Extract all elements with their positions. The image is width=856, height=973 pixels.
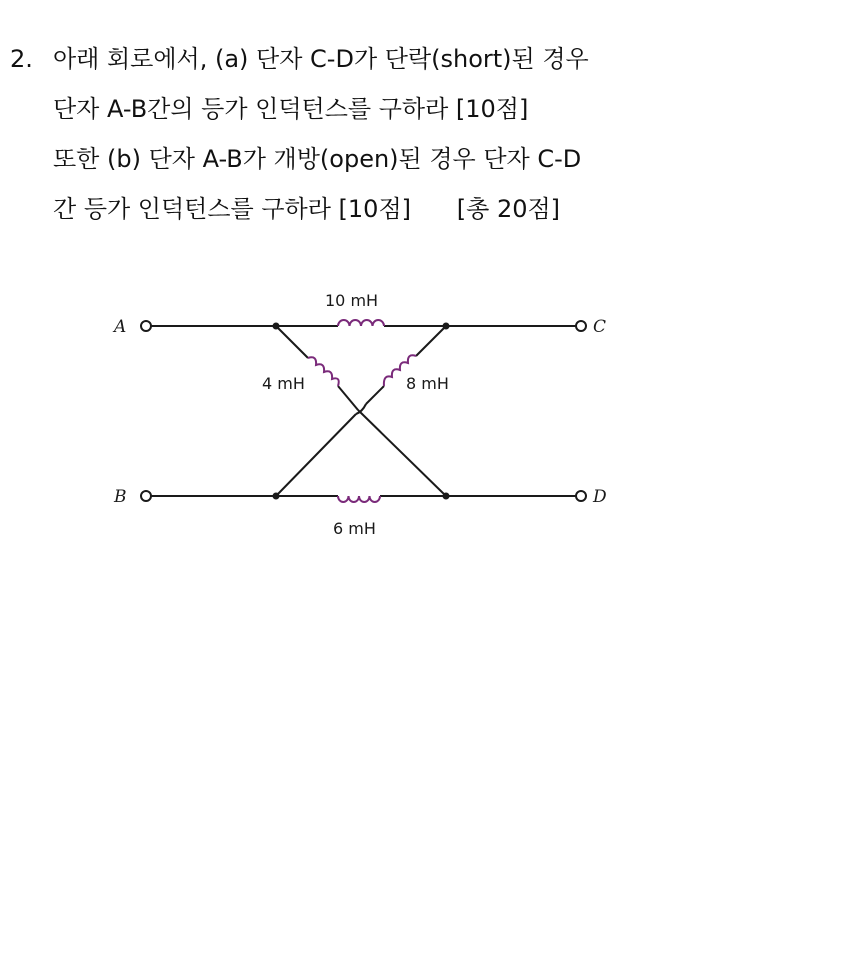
terminal-d-circle — [576, 491, 586, 501]
inductor-6mh-label: 6 mH — [333, 519, 376, 538]
node-top-right — [443, 323, 450, 330]
terminal-b-circle — [141, 491, 151, 501]
question-line-4: 간 등가 인덕턴스를 구하라 [10점] [총 20점] — [53, 195, 561, 223]
node-bottom-left — [273, 493, 280, 500]
terminal-d-label: D — [593, 487, 607, 507]
terminal-c-circle — [576, 321, 586, 331]
wire-right-diag-bottom — [276, 414, 356, 496]
terminal-a-circle — [141, 321, 151, 331]
circuit-svg — [100, 278, 620, 548]
node-bottom-right — [443, 493, 450, 500]
inductor-4mh — [308, 357, 339, 386]
terminal-c-label: C — [593, 317, 607, 337]
wire-left-diag-bottom — [358, 410, 446, 496]
inductor-4mh-label: 4 mH — [262, 374, 305, 393]
question-line-3: 또한 (b) 단자 A-B가 개방(open)된 경우 단자 C-D — [53, 145, 582, 173]
question-line-1 — [10, 34, 840, 84]
node-top-left — [273, 323, 280, 330]
wire-right-diag-mid — [366, 386, 384, 404]
wire-left-diag-mid — [338, 386, 358, 410]
question-number: 2. — [10, 45, 33, 73]
wire-left-diag-top — [276, 326, 308, 358]
question-line-2: 단자 A-B간의 등가 인덕턴스를 구하라 [10점] — [53, 95, 529, 123]
inductor-6mh — [338, 496, 380, 502]
terminal-a-label: A — [114, 317, 127, 337]
inductor-8mh-label: 8 mH — [406, 374, 449, 393]
wire-right-diag-top — [416, 326, 446, 356]
inductor-10mh — [338, 320, 384, 326]
terminal-b-label: B — [114, 487, 127, 507]
inductor-10mh-label: 10 mH — [325, 291, 379, 310]
circuit-diagram — [100, 278, 620, 548]
question-block — [10, 34, 840, 234]
question-text-1: 아래 회로에서, (a) 단자 C-D가 단락(short)된 경우 — [53, 45, 589, 73]
